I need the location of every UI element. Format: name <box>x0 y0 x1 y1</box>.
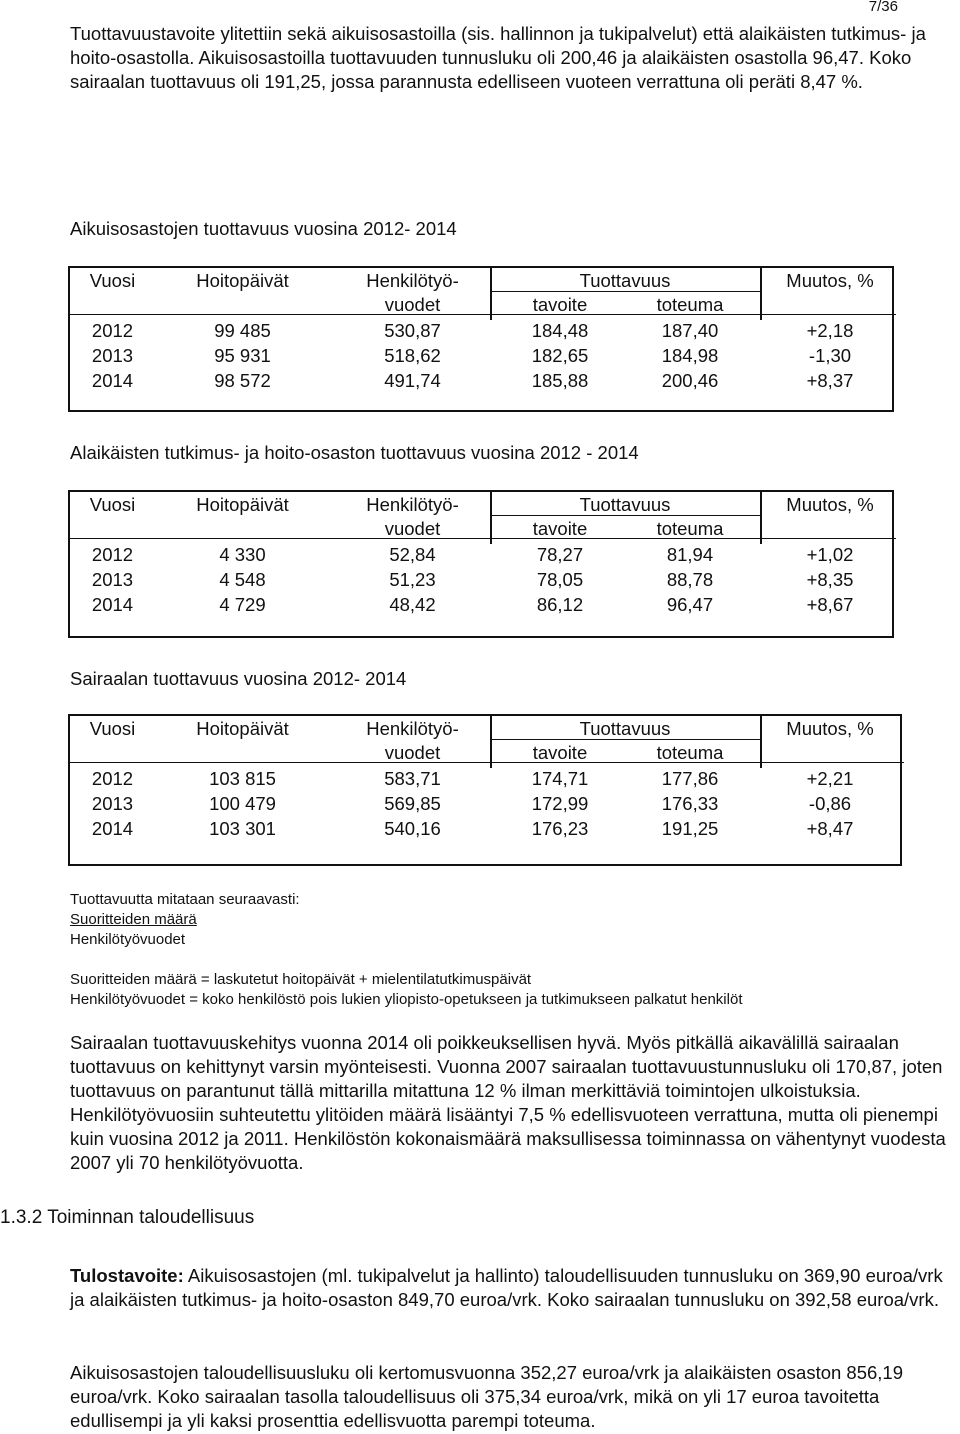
formula-definition-2: Henkilötyövuodet = koko henkilöstö pois lukien yliopisto-opetukseen ja tutkimukseen palkatut henkilöt <box>70 991 743 1008</box>
header-henkilotyo: Henkilötyö- <box>366 270 459 291</box>
table-caption-aikuis: Aikuisosastojen tuottavuus vuosina 2012- 2014 <box>70 218 457 239</box>
formula-numerator: Suoritteiden määrä <box>70 911 197 928</box>
formula-denominator: Henkilötyövuodet <box>70 931 186 948</box>
cell-days: 95 931 <box>214 345 271 366</box>
section-heading: 1.3.2 Toiminnan taloudellisuus <box>0 1207 255 1228</box>
cell-target: 78,05 <box>536 569 584 590</box>
cell-change: -0,86 <box>808 793 852 814</box>
cell-actual: 96,47 <box>666 594 714 615</box>
cell-actual: 191,25 <box>661 818 719 839</box>
development-paragraph: Sairaalan tuottavuuskehitys vuonna 2014 oli poikkeuksellisen hyvä. Myös pitkällä aikavälillä sairaalan tuottavuus on kehittynyt varsin myönteisesti. Vuonna 2007 sairaalan tuottavuustunnusluku oli 170,87, joten tuottavuus on parantunut tällä mittarilla mitattuna 12 % ilman merkittäviä toimintojen ulkoistuksia. Henkilötyövuosiin suhteutettu ylitöiden määrä lisääntyi 7,5 % edellisvuoteen verrattuna, mutta oli pienempi kuin vuosina 2012 ja 2011. Henkilöstön kokonaismäärä maksullisessa toiminnassa on vähentynyt vuodesta 2007 yli 70 henkilötyövuotta. <box>70 1032 946 1173</box>
header-tuottavuus: Tuottavuus <box>579 270 671 291</box>
cell-change: +8,47 <box>806 818 854 839</box>
header-toteuma: toteuma <box>656 518 724 539</box>
cell-actual: 200,46 <box>661 370 719 391</box>
header-vuosi: Vuosi <box>89 270 136 291</box>
cell-actual: 177,86 <box>661 768 719 789</box>
header-toteuma: toteuma <box>656 742 724 763</box>
cell-days: 103 815 <box>209 768 276 789</box>
cell-change: +8,37 <box>806 370 854 391</box>
cell-actual: 81,94 <box>666 544 714 565</box>
tulostavoite-text: Aikuisosastojen (ml. tukipalvelut ja hallinto) taloudellisuuden tunnusluku on 369,90 euroa/vrk ja alaikäisten tutkimus- ja hoito-osaston 849,70 euroa/vrk. Koko sairaalan tunnusluku on 392,58 euroa/vrk. <box>70 1265 943 1310</box>
cell-year: 2012 <box>91 544 134 565</box>
table-caption-sairaala: Sairaalan tuottavuus vuosina 2012- 2014 <box>70 668 407 689</box>
cell-change: +2,18 <box>806 320 854 341</box>
header-tuottavuus: Tuottavuus <box>579 494 671 515</box>
cell-days: 99 485 <box>214 320 271 341</box>
cell-person-years: 491,74 <box>384 370 441 391</box>
header-hoitopaivat: Hoitopäivät <box>196 494 289 515</box>
cell-target: 172,99 <box>531 793 589 814</box>
cell-target: 176,23 <box>531 818 589 839</box>
cell-target: 185,88 <box>531 370 589 391</box>
productivity-table-alaikaiset <box>68 490 894 638</box>
cell-year: 2013 <box>91 569 134 590</box>
header-henkilotyo: Henkilötyö- <box>366 718 459 739</box>
header-muutos: Muutos, % <box>786 270 874 291</box>
header-toteuma: toteuma <box>656 294 724 315</box>
cell-person-years: 48,42 <box>389 594 436 615</box>
header-tavoite: tavoite <box>532 518 588 539</box>
cell-person-years: 52,84 <box>389 544 436 565</box>
cell-actual: 184,98 <box>661 345 719 366</box>
cell-year: 2014 <box>91 370 134 391</box>
cell-person-years: 530,87 <box>384 320 441 341</box>
cell-target: 182,65 <box>531 345 589 366</box>
cell-year: 2014 <box>91 594 134 615</box>
cell-change: +8,35 <box>806 569 854 590</box>
cell-change: +1,02 <box>806 544 854 565</box>
cell-change: +8,67 <box>806 594 854 615</box>
cell-actual: 187,40 <box>661 320 719 341</box>
cell-target: 184,48 <box>531 320 589 341</box>
cell-days: 100 479 <box>209 793 276 814</box>
header-tavoite: tavoite <box>532 294 588 315</box>
header-vuodet: vuodet <box>384 518 441 539</box>
formula-intro: Tuottavuutta mitataan seuraavasti: <box>70 891 300 908</box>
cell-person-years: 583,71 <box>384 768 441 789</box>
header-vuosi: Vuosi <box>89 494 136 515</box>
header-muutos: Muutos, % <box>786 494 874 515</box>
cell-actual: 88,78 <box>666 569 714 590</box>
cell-days: 98 572 <box>214 370 271 391</box>
cell-days: 4 548 <box>219 569 266 590</box>
header-muutos: Muutos, % <box>786 718 874 739</box>
tulostavoite-label: Tulostavoite: <box>70 1265 184 1286</box>
header-vuodet: vuodet <box>384 294 441 315</box>
cell-year: 2013 <box>91 345 134 366</box>
cell-target: 78,27 <box>536 544 584 565</box>
header-hoitopaivat: Hoitopäivät <box>196 270 289 291</box>
formula-definition-1: Suoritteiden määrä = laskutetut hoitopäivät + mielentilatutkimuspäivät <box>70 971 532 988</box>
intro-paragraph: Tuottavuustavoite ylitettiin sekä aikuisosastoilla (sis. hallinnon ja tukipalvelut) että alaikäisten tutkimus- ja hoito-osastolla. Aikuisosastoilla tuottavuuden tunnusluku oli 200,46 ja alaikäisten osastolla 96,47. Koko sairaalan tuottavuus oli 191,25, jossa parannusta edelliseen vuoteen verrattuna oli peräti 8,47 %. <box>70 23 926 92</box>
cell-change: +2,21 <box>806 768 854 789</box>
cell-days: 4 330 <box>219 544 266 565</box>
cell-target: 86,12 <box>536 594 584 615</box>
cell-person-years: 569,85 <box>384 793 441 814</box>
tulostavoite-paragraph <box>70 1264 955 1312</box>
cell-year: 2013 <box>91 793 134 814</box>
cell-person-years: 540,16 <box>384 818 441 839</box>
productivity-table-aikuis <box>68 266 894 412</box>
cell-change: -1,30 <box>808 345 852 366</box>
cell-actual: 176,33 <box>661 793 719 814</box>
header-hoitopaivat: Hoitopäivät <box>196 718 289 739</box>
cell-year: 2014 <box>91 818 134 839</box>
header-henkilotyo: Henkilötyö- <box>366 494 459 515</box>
header-tuottavuus: Tuottavuus <box>579 718 671 739</box>
header-vuosi: Vuosi <box>89 718 136 739</box>
cell-year: 2012 <box>91 320 134 341</box>
header-tavoite: tavoite <box>532 742 588 763</box>
cell-days: 103 301 <box>209 818 276 839</box>
table-caption-alaikaiset: Alaikäisten tutkimus- ja hoito-osaston tuottavuus vuosina 2012 - 2014 <box>70 442 639 463</box>
cell-days: 4 729 <box>219 594 266 615</box>
productivity-table-sairaala <box>68 714 902 866</box>
cell-person-years: 518,62 <box>384 345 441 366</box>
cell-person-years: 51,23 <box>389 569 436 590</box>
cell-year: 2012 <box>91 768 134 789</box>
header-vuodet: vuodet <box>384 742 441 763</box>
economy-paragraph: Aikuisosastojen taloudellisuusluku oli kertomusvuonna 352,27 euroa/vrk ja alaikäisten osaston 856,19 euroa/vrk. Koko sairaalan tasolla taloudellisuus oli 375,34 euroa/vrk, mikä on yli 17 euroa tavoitetta edullisempi ja yli kaksi prosenttia edellisvuotta parempi toteuma. <box>70 1362 904 1431</box>
page-number: 7/36 <box>868 0 898 15</box>
cell-target: 174,71 <box>531 768 589 789</box>
